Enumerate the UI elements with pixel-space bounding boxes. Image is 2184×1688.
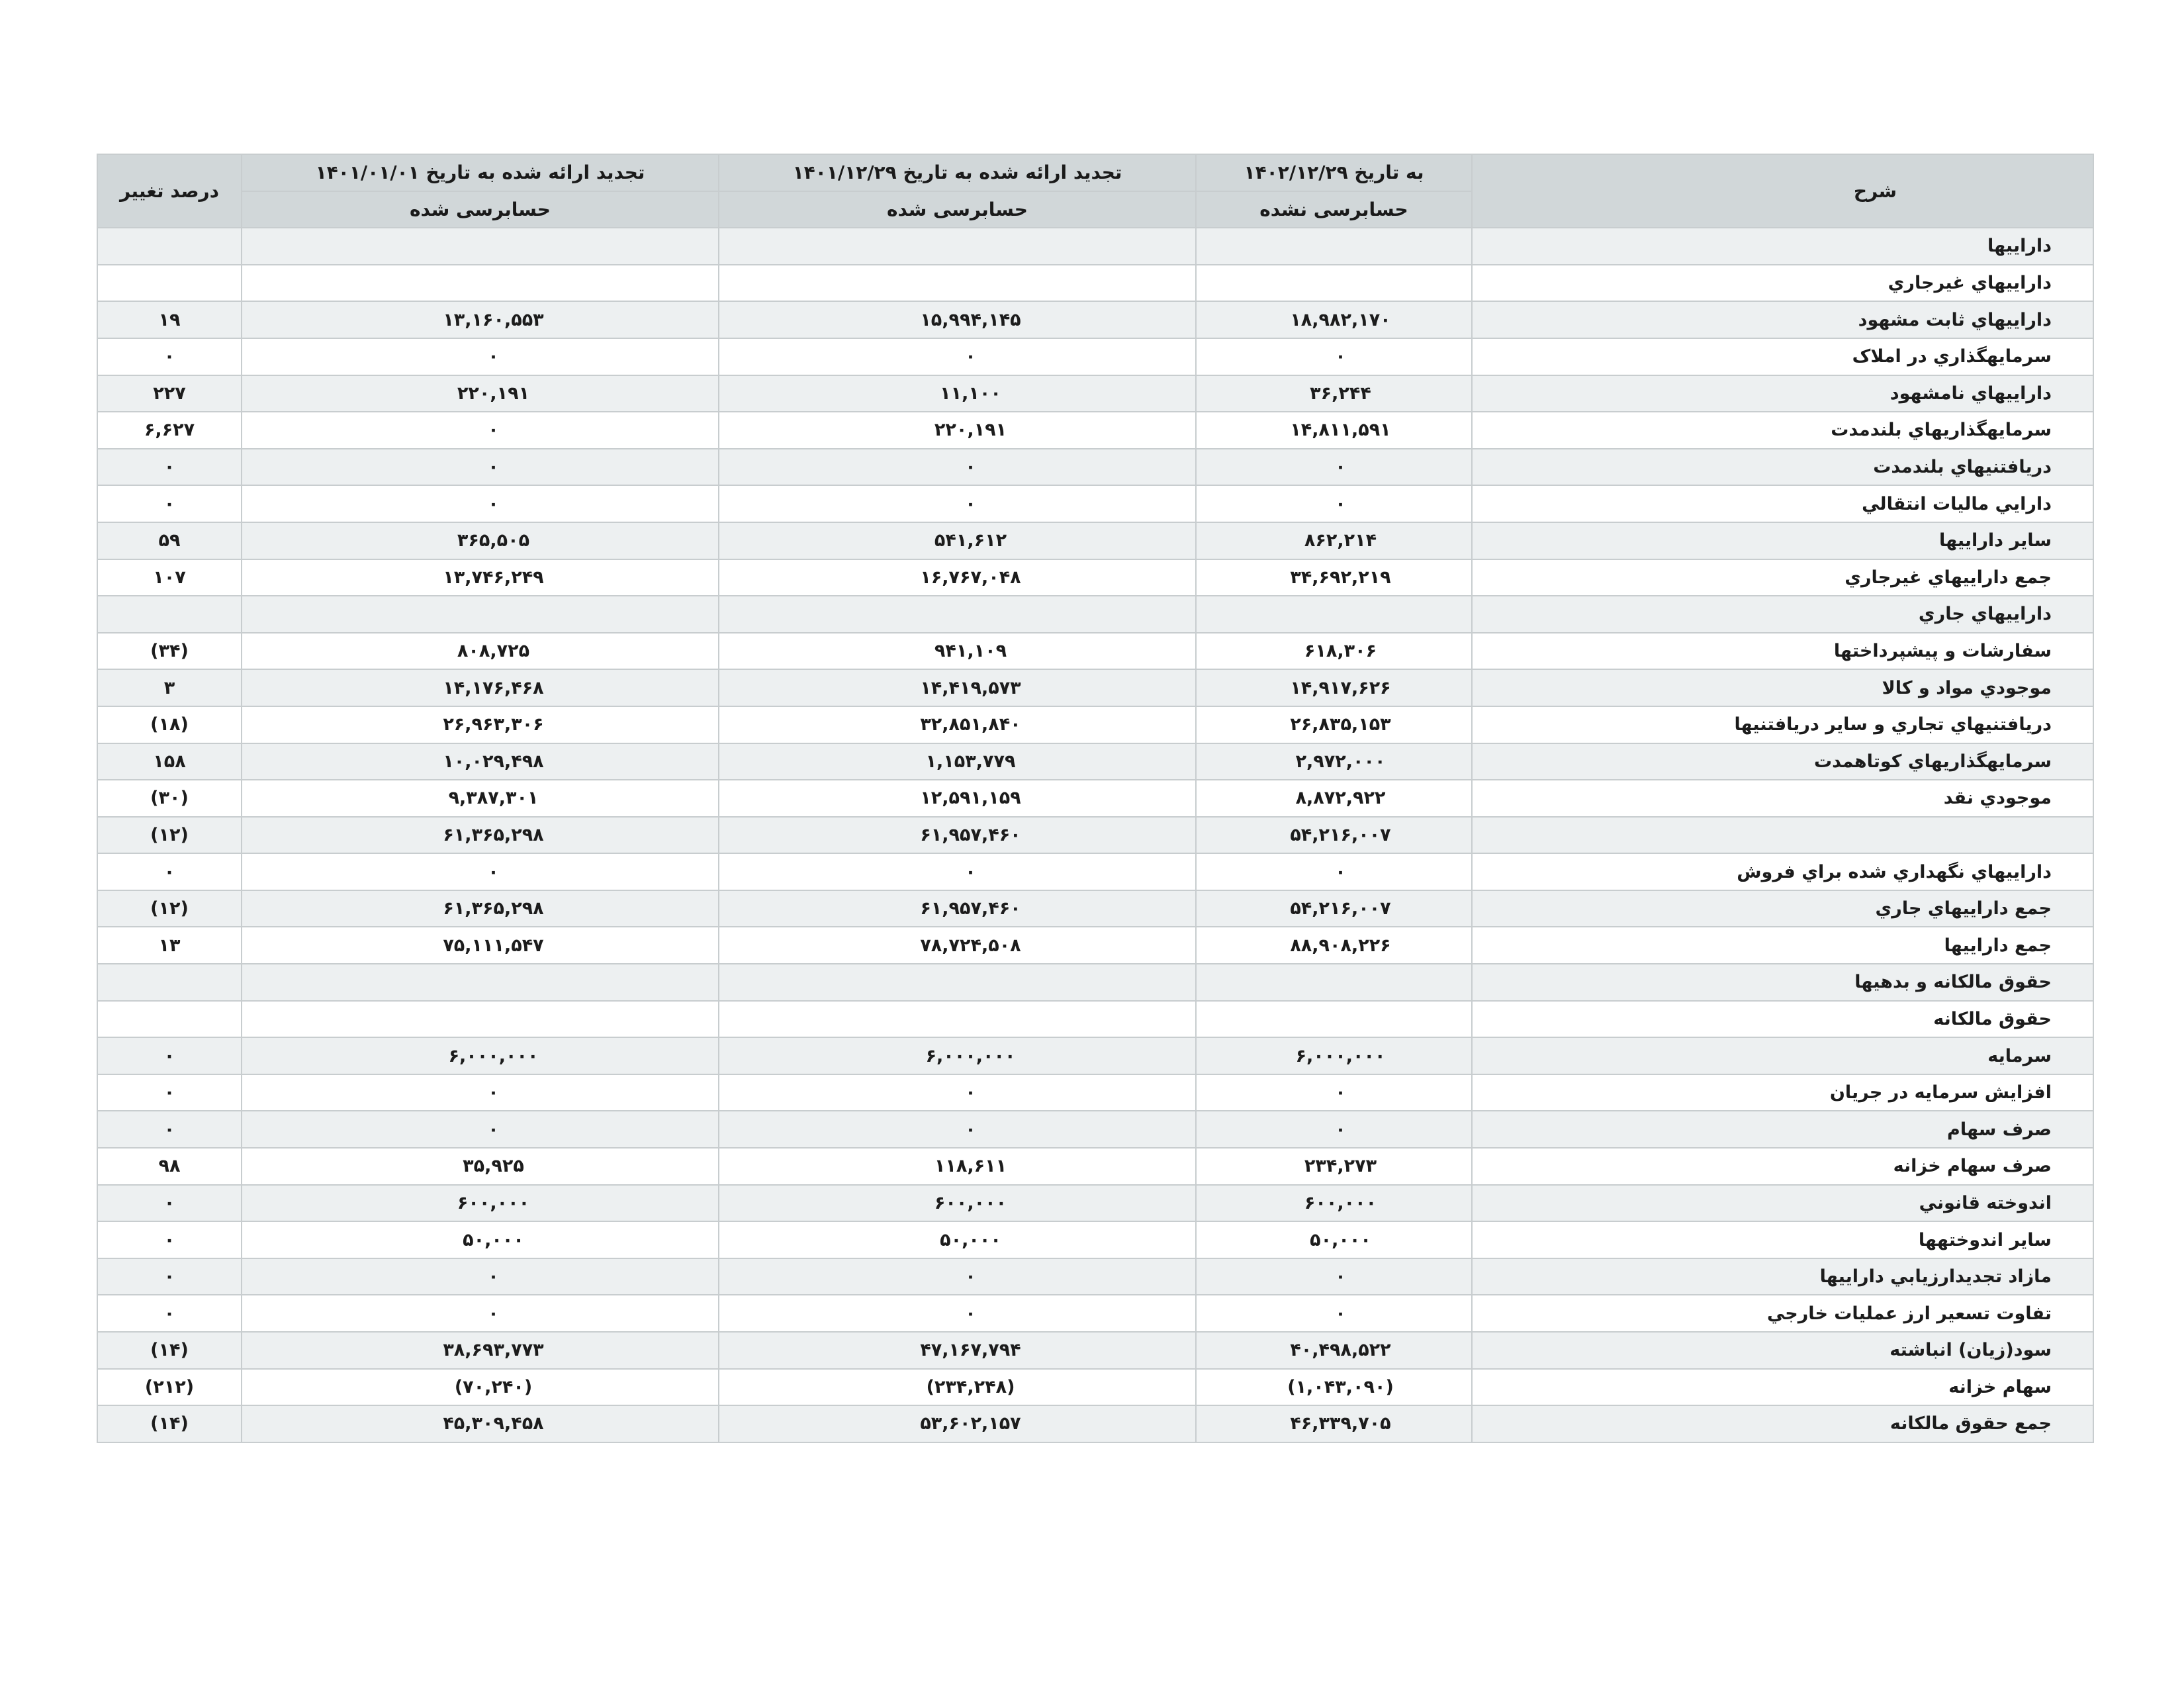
balance-sheet-table xyxy=(97,154,2094,1443)
value-1402-12-29: ۰ xyxy=(1196,485,1472,522)
table-row xyxy=(97,1111,2093,1148)
table-row xyxy=(97,1295,2093,1332)
table-row xyxy=(97,706,2093,743)
value-1401-01-01: ۱۳,۷۴۶,۲۴۹ xyxy=(242,559,719,596)
value-1402-12-29: ۸۸,۹۰۸,۲۲۶ xyxy=(1196,927,1472,964)
percent-change xyxy=(97,964,242,1001)
table-row xyxy=(97,338,2093,375)
table-row xyxy=(97,412,2093,449)
percent-change: ۶,۶۲۷ xyxy=(97,412,242,449)
row-description xyxy=(1472,817,2093,854)
value-1401-01-01: ۰ xyxy=(242,1258,719,1295)
header-audit-1402: حسابرسی نشده xyxy=(1196,191,1472,228)
row-description: جمع داراييها xyxy=(1472,927,2093,964)
header-1401-01-01: تجديد ارائه شده به تاريخ ۱۴۰۱/۰۱/۰۱ xyxy=(242,154,719,191)
table-body xyxy=(97,228,2093,1442)
row-description: دريافتنيهاي بلندمدت xyxy=(1472,449,2093,486)
percent-change: ۱۵۸ xyxy=(97,743,242,780)
percent-change: (۱۸) xyxy=(97,706,242,743)
value-1402-12-29: ۵۰,۰۰۰ xyxy=(1196,1221,1472,1258)
value-1401-01-01 xyxy=(242,1001,719,1038)
row-description: داراييهاي نامشهود xyxy=(1472,375,2093,412)
value-1402-12-29: ۵۴,۲۱۶,۰۰۷ xyxy=(1196,817,1472,854)
percent-change: ۰ xyxy=(97,449,242,486)
percent-change xyxy=(97,1001,242,1038)
table-row xyxy=(97,1405,2093,1442)
table-row xyxy=(97,265,2093,302)
value-1402-12-29: ۰ xyxy=(1196,1111,1472,1148)
value-1402-12-29: ۱۸,۹۸۲,۱۷۰ xyxy=(1196,301,1472,338)
row-description: ساير اندوختهها xyxy=(1472,1221,2093,1258)
value-1401-01-01: ۶۰۰,۰۰۰ xyxy=(242,1185,719,1222)
row-description: حقوق مالكانه xyxy=(1472,1001,2093,1038)
value-1402-12-29: ۶,۰۰۰,۰۰۰ xyxy=(1196,1037,1472,1074)
row-description: دريافتنيهاي تجاري و ساير دريافتنيها xyxy=(1472,706,2093,743)
value-1401-12-29: ۶۱,۹۵۷,۴۶۰ xyxy=(719,817,1196,854)
value-1401-12-29: ۵۳,۶۰۲,۱۵۷ xyxy=(719,1405,1196,1442)
value-1402-12-29: (۱,۰۴۳,۰۹۰) xyxy=(1196,1369,1472,1406)
value-1401-01-01: ۲۶,۹۶۳,۳۰۶ xyxy=(242,706,719,743)
percent-change: (۳۴) xyxy=(97,633,242,670)
value-1401-12-29: ۶۰۰,۰۰۰ xyxy=(719,1185,1196,1222)
percent-change: (۱۴) xyxy=(97,1332,242,1369)
percent-change xyxy=(97,228,242,265)
header-1402-12-29: به تاريخ ۱۴۰۲/۱۲/۲۹ xyxy=(1196,154,1472,191)
percent-change xyxy=(97,596,242,633)
value-1402-12-29 xyxy=(1196,596,1472,633)
table-row xyxy=(97,1037,2093,1074)
value-1401-12-29 xyxy=(719,228,1196,265)
value-1402-12-29: ۸,۸۷۲,۹۲۲ xyxy=(1196,780,1472,817)
row-description: سود(زيان) انباشته xyxy=(1472,1332,2093,1369)
value-1401-01-01: ۳۸,۶۹۳,۷۷۳ xyxy=(242,1332,719,1369)
value-1401-12-29 xyxy=(719,265,1196,302)
row-description: سرمايه xyxy=(1472,1037,2093,1074)
value-1401-01-01: ۰ xyxy=(242,449,719,486)
value-1401-01-01 xyxy=(242,964,719,1001)
table-row xyxy=(97,1148,2093,1185)
percent-change: ۰ xyxy=(97,1037,242,1074)
percent-change: ۰ xyxy=(97,853,242,890)
value-1401-01-01: ۰ xyxy=(242,485,719,522)
percent-change: (۲۱۲) xyxy=(97,1369,242,1406)
row-description: سفارشات و پيشپرداختها xyxy=(1472,633,2093,670)
table-row xyxy=(97,964,2093,1001)
percent-change: ۱۳ xyxy=(97,927,242,964)
table-row xyxy=(97,449,2093,486)
percent-change: ۰ xyxy=(97,1221,242,1258)
value-1401-01-01: ۳۵,۹۲۵ xyxy=(242,1148,719,1185)
value-1401-12-29: ۳۲,۸۵۱,۸۴۰ xyxy=(719,706,1196,743)
value-1401-12-29: ۰ xyxy=(719,485,1196,522)
value-1401-12-29: ۱۱۸,۶۱۱ xyxy=(719,1148,1196,1185)
table-row xyxy=(97,780,2093,817)
value-1401-01-01: ۶۱,۳۶۵,۲۹۸ xyxy=(242,817,719,854)
value-1402-12-29: ۲۳۴,۲۷۳ xyxy=(1196,1148,1472,1185)
percent-change: ۰ xyxy=(97,1295,242,1332)
percent-change: (۱۴) xyxy=(97,1405,242,1442)
table-row xyxy=(97,669,2093,706)
table-row xyxy=(97,1001,2093,1038)
table-row xyxy=(97,596,2093,633)
value-1401-01-01: ۰ xyxy=(242,338,719,375)
value-1401-12-29: ۰ xyxy=(719,1074,1196,1111)
value-1401-01-01 xyxy=(242,265,719,302)
value-1401-01-01: ۳۶۵,۵۰۵ xyxy=(242,522,719,559)
value-1402-12-29: ۴۰,۴۹۸,۵۲۲ xyxy=(1196,1332,1472,1369)
row-description: موجودي مواد و كالا xyxy=(1472,669,2093,706)
row-description: دارايي ماليات انتقالي xyxy=(1472,485,2093,522)
table-row xyxy=(97,1332,2093,1369)
table-row xyxy=(97,375,2093,412)
value-1402-12-29: ۰ xyxy=(1196,1074,1472,1111)
percent-change: ۲۲۷ xyxy=(97,375,242,412)
row-description: داراييها xyxy=(1472,228,2093,265)
value-1402-12-29: ۳۴,۶۹۲,۲۱۹ xyxy=(1196,559,1472,596)
value-1402-12-29 xyxy=(1196,265,1472,302)
percent-change: ۱۰۷ xyxy=(97,559,242,596)
value-1401-12-29: ۴۷,۱۶۷,۷۹۴ xyxy=(719,1332,1196,1369)
percent-change: ۱۹ xyxy=(97,301,242,338)
table-row xyxy=(97,228,2093,265)
value-1401-01-01: ۰ xyxy=(242,1295,719,1332)
percent-change: ۳ xyxy=(97,669,242,706)
row-description: جمع داراييهاي غيرجاري xyxy=(1472,559,2093,596)
table-row xyxy=(97,1185,2093,1222)
row-description: صرف سهام xyxy=(1472,1111,2093,1148)
header-percent-change: درصد تغيير xyxy=(97,154,242,228)
table-row xyxy=(97,522,2093,559)
value-1401-01-01: ۱۳,۱۶۰,۵۵۳ xyxy=(242,301,719,338)
value-1402-12-29 xyxy=(1196,1001,1472,1038)
percent-change: ۹۸ xyxy=(97,1148,242,1185)
table-row xyxy=(97,559,2093,596)
value-1401-12-29: ۰ xyxy=(719,338,1196,375)
value-1401-12-29: ۹۴۱,۱۰۹ xyxy=(719,633,1196,670)
value-1401-12-29: ۰ xyxy=(719,1295,1196,1332)
table-row xyxy=(97,890,2093,927)
row-description: داراييهاي ثابت مشهود xyxy=(1472,301,2093,338)
header-audit-1401b: حسابرسی شده xyxy=(719,191,1196,228)
value-1402-12-29 xyxy=(1196,228,1472,265)
value-1402-12-29: ۱۴,۹۱۷,۶۲۶ xyxy=(1196,669,1472,706)
value-1402-12-29: ۰ xyxy=(1196,853,1472,890)
percent-change: ۰ xyxy=(97,1258,242,1295)
value-1401-12-29 xyxy=(719,1001,1196,1038)
table-header xyxy=(97,154,2093,228)
percent-change: ۰ xyxy=(97,1074,242,1111)
row-description: داراييهاي جاري xyxy=(1472,596,2093,633)
value-1401-01-01: ۱۰,۰۲۹,۴۹۸ xyxy=(242,743,719,780)
table-row xyxy=(97,743,2093,780)
percent-change: ۰ xyxy=(97,485,242,522)
value-1401-12-29: ۰ xyxy=(719,1111,1196,1148)
row-description: حقوق مالكانه و بدهيها xyxy=(1472,964,2093,1001)
row-description: تفاوت تسعير ارز عمليات خارجي xyxy=(1472,1295,2093,1332)
table-row xyxy=(97,301,2093,338)
table-row xyxy=(97,1074,2093,1111)
value-1401-01-01: ۲۲۰,۱۹۱ xyxy=(242,375,719,412)
value-1401-01-01 xyxy=(242,596,719,633)
value-1401-01-01: ۷۵,۱۱۱,۵۴۷ xyxy=(242,927,719,964)
row-description: سهام خزانه xyxy=(1472,1369,2093,1406)
percent-change: ۰ xyxy=(97,1111,242,1148)
header-description: شرح xyxy=(1472,154,2093,228)
value-1401-01-01: ۱۴,۱۷۶,۴۶۸ xyxy=(242,669,719,706)
table-row xyxy=(97,1369,2093,1406)
row-description: موجودي نقد xyxy=(1472,780,2093,817)
value-1401-01-01: ۶۱,۳۶۵,۲۹۸ xyxy=(242,890,719,927)
balance-sheet xyxy=(97,154,2093,1443)
value-1401-12-29: ۷۸,۷۲۴,۵۰۸ xyxy=(719,927,1196,964)
value-1402-12-29: ۰ xyxy=(1196,1295,1472,1332)
table-row xyxy=(97,927,2093,964)
header-row-titles xyxy=(97,154,2093,191)
row-description: اندوخته قانوني xyxy=(1472,1185,2093,1222)
table-row xyxy=(97,817,2093,854)
percent-change: (۱۲) xyxy=(97,817,242,854)
value-1402-12-29: ۶۰۰,۰۰۰ xyxy=(1196,1185,1472,1222)
row-description: جمع حقوق مالكانه xyxy=(1472,1405,2093,1442)
value-1402-12-29: ۳۶,۲۴۴ xyxy=(1196,375,1472,412)
percent-change: ۰ xyxy=(97,1185,242,1222)
header-audit-1401a: حسابرسی شده xyxy=(242,191,719,228)
value-1401-01-01: ۶,۰۰۰,۰۰۰ xyxy=(242,1037,719,1074)
header-1401-12-29: تجديد ارائه شده به تاريخ ۱۴۰۱/۱۲/۲۹ xyxy=(719,154,1196,191)
row-description: سرمايهگذاريهاي بلندمدت xyxy=(1472,412,2093,449)
value-1401-01-01: ۰ xyxy=(242,1111,719,1148)
value-1401-12-29: ۶۱,۹۵۷,۴۶۰ xyxy=(719,890,1196,927)
value-1401-12-29: ۵۰,۰۰۰ xyxy=(719,1221,1196,1258)
value-1401-01-01: ۴۵,۳۰۹,۴۵۸ xyxy=(242,1405,719,1442)
value-1401-12-29: ۶,۰۰۰,۰۰۰ xyxy=(719,1037,1196,1074)
value-1401-01-01: (۷۰,۲۴۰) xyxy=(242,1369,719,1406)
value-1401-12-29: ۰ xyxy=(719,449,1196,486)
value-1401-12-29 xyxy=(719,596,1196,633)
value-1402-12-29 xyxy=(1196,964,1472,1001)
value-1401-01-01: ۸۰۸,۷۲۵ xyxy=(242,633,719,670)
value-1402-12-29: ۰ xyxy=(1196,338,1472,375)
value-1401-12-29: ۱,۱۵۳,۷۷۹ xyxy=(719,743,1196,780)
value-1402-12-29: ۶۱۸,۳۰۶ xyxy=(1196,633,1472,670)
percent-change: ۵۹ xyxy=(97,522,242,559)
value-1401-12-29: ۲۲۰,۱۹۱ xyxy=(719,412,1196,449)
percent-change: (۳۰) xyxy=(97,780,242,817)
value-1401-01-01: ۰ xyxy=(242,853,719,890)
table-row xyxy=(97,1258,2093,1295)
value-1402-12-29: ۸۶۲,۲۱۴ xyxy=(1196,522,1472,559)
row-description: داراييهاي نگهداري شده براي فروش xyxy=(1472,853,2093,890)
value-1402-12-29: ۰ xyxy=(1196,449,1472,486)
row-description: سرمايهگذاريهاي كوتاهمدت xyxy=(1472,743,2093,780)
row-description: داراييهاي غيرجاري xyxy=(1472,265,2093,302)
percent-change: ۰ xyxy=(97,338,242,375)
value-1401-12-29: ۱۱,۱۰۰ xyxy=(719,375,1196,412)
value-1401-12-29: ۵۴۱,۶۱۲ xyxy=(719,522,1196,559)
table-row xyxy=(97,633,2093,670)
value-1402-12-29: ۴۶,۳۳۹,۷۰۵ xyxy=(1196,1405,1472,1442)
value-1401-01-01 xyxy=(242,228,719,265)
value-1401-01-01: ۹,۳۸۷,۳۰۱ xyxy=(242,780,719,817)
row-description: سرمايهگذاري در املاک xyxy=(1472,338,2093,375)
value-1401-12-29: ۱۶,۷۶۷,۰۴۸ xyxy=(719,559,1196,596)
value-1401-01-01: ۰ xyxy=(242,412,719,449)
table-row xyxy=(97,485,2093,522)
value-1402-12-29: ۲۶,۸۳۵,۱۵۳ xyxy=(1196,706,1472,743)
row-description: جمع داراييهاي جاري xyxy=(1472,890,2093,927)
row-description: افزايش سرمايه در جريان xyxy=(1472,1074,2093,1111)
value-1402-12-29: ۱۴,۸۱۱,۵۹۱ xyxy=(1196,412,1472,449)
value-1401-12-29 xyxy=(719,964,1196,1001)
value-1402-12-29: ۰ xyxy=(1196,1258,1472,1295)
value-1401-01-01: ۵۰,۰۰۰ xyxy=(242,1221,719,1258)
table-row xyxy=(97,853,2093,890)
value-1402-12-29: ۲,۹۷۲,۰۰۰ xyxy=(1196,743,1472,780)
row-description: مازاد تجديدارزيابي داراييها xyxy=(1472,1258,2093,1295)
row-description: صرف سهام خزانه xyxy=(1472,1148,2093,1185)
row-description: ساير داراييها xyxy=(1472,522,2093,559)
value-1401-12-29: ۰ xyxy=(719,1258,1196,1295)
table-row xyxy=(97,1221,2093,1258)
value-1401-12-29: ۱۲,۵۹۱,۱۵۹ xyxy=(719,780,1196,817)
value-1401-12-29: ۰ xyxy=(719,853,1196,890)
value-1401-12-29: (۲۳۴,۲۴۸) xyxy=(719,1369,1196,1406)
value-1402-12-29: ۵۴,۲۱۶,۰۰۷ xyxy=(1196,890,1472,927)
value-1401-12-29: ۱۴,۴۱۹,۵۷۳ xyxy=(719,669,1196,706)
percent-change: (۱۲) xyxy=(97,890,242,927)
percent-change xyxy=(97,265,242,302)
value-1401-01-01: ۰ xyxy=(242,1074,719,1111)
value-1401-12-29: ۱۵,۹۹۴,۱۴۵ xyxy=(719,301,1196,338)
